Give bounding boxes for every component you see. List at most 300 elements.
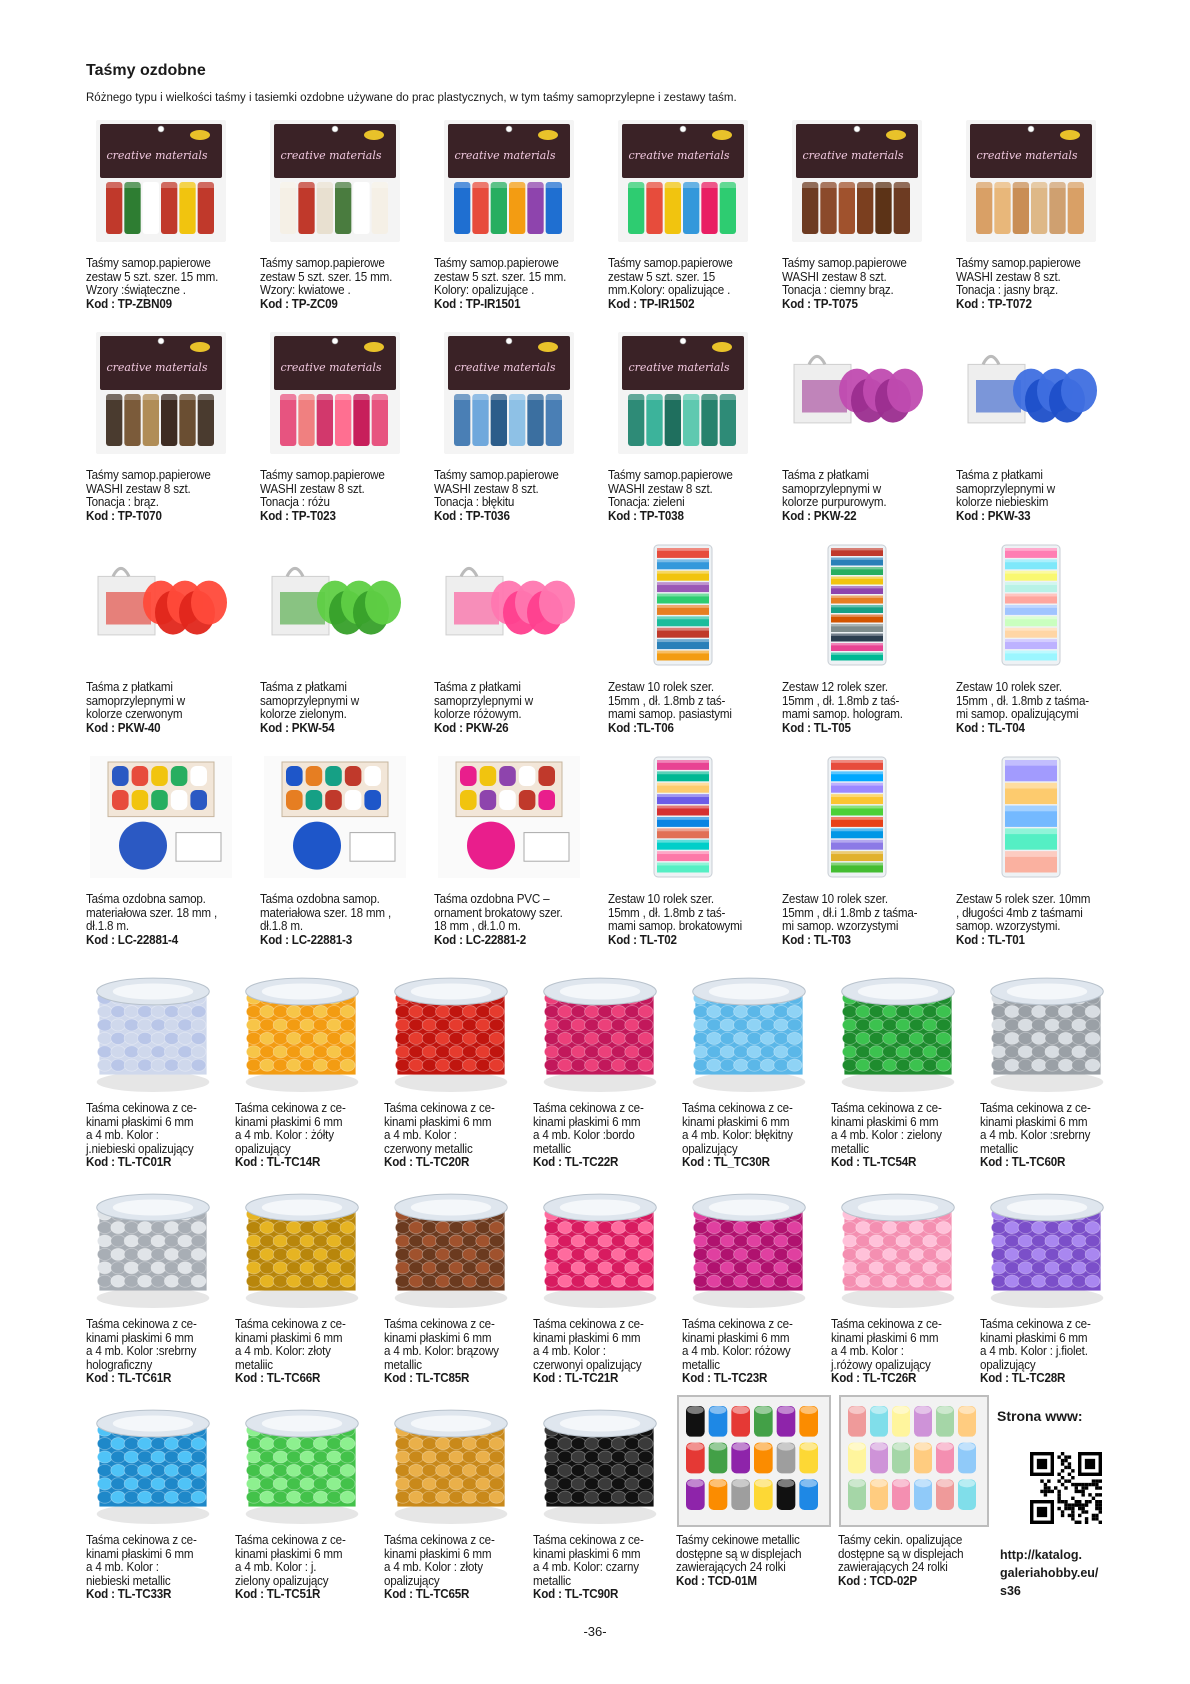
sequin bbox=[449, 1019, 464, 1031]
product-caption bbox=[533, 1102, 644, 1170]
product-description-line: Taśma ozdobna PVC – bbox=[434, 892, 550, 906]
product-description-line: Taśma cekinowa z ce- bbox=[682, 1317, 793, 1331]
sequin bbox=[936, 1019, 951, 1031]
sequin bbox=[191, 1046, 206, 1058]
sequin bbox=[273, 1451, 288, 1463]
sequin bbox=[313, 1464, 328, 1476]
packaging-label: creative materials bbox=[454, 149, 556, 162]
sequin bbox=[883, 1262, 898, 1274]
sequin bbox=[585, 1019, 600, 1031]
product-description-line: 15mm , dł. 1.8mb z taśma- bbox=[956, 693, 1089, 708]
sequin bbox=[787, 1235, 802, 1247]
product-code: Kod : TP-ZBN09 bbox=[86, 296, 172, 311]
sequin bbox=[856, 1046, 871, 1058]
sequin bbox=[585, 1464, 600, 1476]
tape-roll bbox=[820, 182, 836, 234]
sequin bbox=[571, 1275, 586, 1287]
sequin bbox=[787, 1248, 802, 1260]
sequin bbox=[638, 1491, 653, 1503]
sequin bbox=[1005, 1006, 1020, 1018]
sequin bbox=[111, 1451, 126, 1463]
sequin bbox=[896, 1222, 911, 1234]
petal bbox=[191, 581, 227, 625]
sequin bbox=[720, 1046, 735, 1058]
product-image bbox=[533, 1394, 667, 1528]
sequin bbox=[991, 1032, 1006, 1044]
sequin bbox=[246, 1262, 261, 1274]
sequin bbox=[449, 1032, 464, 1044]
sequin bbox=[436, 1006, 451, 1018]
product-caption bbox=[980, 1318, 1091, 1386]
product-description-line: Taśmy samop.papierowe bbox=[260, 468, 385, 482]
sequin bbox=[598, 1235, 613, 1247]
sequin bbox=[909, 1019, 924, 1031]
sequin bbox=[476, 1006, 491, 1018]
sequin bbox=[111, 1019, 126, 1031]
sequin bbox=[422, 1464, 437, 1476]
product-caption bbox=[533, 1318, 644, 1386]
ornament-shape bbox=[293, 822, 341, 870]
sequin bbox=[760, 1222, 775, 1234]
product-caption bbox=[384, 1102, 495, 1170]
sequin bbox=[422, 1059, 437, 1071]
product-code: Kod : TL-TC65R bbox=[384, 1587, 470, 1601]
sequin bbox=[720, 1222, 735, 1234]
product-code: Kod : TP-T072 bbox=[956, 296, 1032, 311]
sequin bbox=[693, 1046, 708, 1058]
sequin bbox=[991, 1046, 1006, 1058]
sequin bbox=[571, 1032, 586, 1044]
sequin bbox=[760, 1046, 775, 1058]
sequin bbox=[1018, 1046, 1033, 1058]
product-description-line: Taśma cekinowa z ce- bbox=[980, 1317, 1091, 1331]
sequin bbox=[598, 1032, 613, 1044]
sequin bbox=[774, 1275, 789, 1287]
product-code: Kod : TP-T038 bbox=[608, 508, 684, 523]
sequin bbox=[611, 1046, 626, 1058]
sequin bbox=[313, 1248, 328, 1260]
sequin bbox=[340, 1438, 355, 1450]
sequin bbox=[611, 1248, 626, 1260]
product-image bbox=[533, 1178, 667, 1312]
sequin bbox=[869, 1275, 884, 1287]
sequin bbox=[1072, 1019, 1087, 1031]
product-description-line: dostępne są w displejach bbox=[676, 1546, 802, 1561]
sequin bbox=[558, 1032, 573, 1044]
product-code: Kod : PKW-26 bbox=[434, 720, 509, 735]
product-caption bbox=[831, 1318, 942, 1386]
product-code: Kod : TP-IR1501 bbox=[434, 296, 521, 311]
sequin bbox=[856, 1222, 871, 1234]
qr-code-icon[interactable] bbox=[1030, 1452, 1102, 1524]
sequin bbox=[544, 1262, 559, 1274]
product-description-line: Taśmy samop.papierowe bbox=[782, 256, 907, 270]
sequin bbox=[327, 1275, 342, 1287]
product-code: Kod : LC-22881-4 bbox=[86, 932, 178, 947]
sequin bbox=[300, 1478, 315, 1490]
sequin bbox=[787, 1046, 802, 1058]
product-description-line: Wzory :świąteczne . bbox=[86, 283, 186, 297]
sequin bbox=[97, 1046, 112, 1058]
sequin bbox=[760, 1262, 775, 1274]
sequin bbox=[327, 1222, 342, 1234]
sequin bbox=[111, 1059, 126, 1071]
sequin bbox=[991, 1006, 1006, 1018]
product-caption bbox=[434, 257, 566, 311]
sequin bbox=[1005, 1222, 1020, 1234]
sequin bbox=[124, 1478, 139, 1490]
product-description-line: zawierających 24 rolki bbox=[676, 1560, 786, 1574]
product-description-line: kinami płaskimi 6 mm bbox=[980, 1114, 1088, 1129]
sequin bbox=[489, 1478, 504, 1490]
tape-roll bbox=[519, 766, 536, 786]
sequin bbox=[611, 1235, 626, 1247]
sequin bbox=[449, 1451, 464, 1463]
packaging-label: creative materials bbox=[628, 149, 730, 162]
sequin bbox=[1032, 1235, 1047, 1247]
sequin bbox=[313, 1059, 328, 1071]
sequin bbox=[1085, 1019, 1100, 1031]
product-description-line: opalizujący bbox=[384, 1573, 440, 1588]
sequin bbox=[1072, 1235, 1087, 1247]
sequin bbox=[287, 1478, 302, 1490]
sequin bbox=[313, 1262, 328, 1274]
sequin bbox=[111, 1262, 126, 1274]
product-code: Kod : TL-TC26R bbox=[831, 1371, 917, 1385]
sequin bbox=[395, 1451, 410, 1463]
sequin bbox=[598, 1275, 613, 1287]
sequin bbox=[558, 1046, 573, 1058]
sequin bbox=[409, 1262, 424, 1274]
sequin bbox=[774, 1222, 789, 1234]
product-description-line: Zestaw 10 rolek szer. bbox=[956, 680, 1062, 694]
sequin bbox=[436, 1262, 451, 1274]
sequin bbox=[178, 1275, 193, 1287]
sequin bbox=[124, 1059, 139, 1071]
sequin bbox=[598, 1438, 613, 1450]
tape-roll bbox=[286, 766, 303, 786]
sequin bbox=[1058, 1046, 1073, 1058]
sequin bbox=[707, 1006, 722, 1018]
sequin bbox=[111, 1464, 126, 1476]
sequin bbox=[1032, 1248, 1047, 1260]
sequin bbox=[327, 1046, 342, 1058]
product-caption bbox=[956, 681, 1089, 735]
sequin bbox=[707, 1262, 722, 1274]
sequin bbox=[260, 1059, 275, 1071]
sequin bbox=[611, 1006, 626, 1018]
sequin bbox=[1058, 1248, 1073, 1260]
product-description-line: WASHI zestaw 8 szt. bbox=[782, 269, 887, 284]
product-code: Kod : TP-T036 bbox=[434, 508, 510, 523]
packaging-label: creative materials bbox=[106, 361, 208, 374]
sequin bbox=[734, 1235, 749, 1247]
product-description-line: kinami płaskimi 6 mm bbox=[384, 1330, 492, 1345]
sequin bbox=[436, 1235, 451, 1247]
sequin bbox=[327, 1478, 342, 1490]
product-image bbox=[831, 962, 965, 1096]
sequin bbox=[395, 1478, 410, 1490]
product-caption bbox=[260, 257, 392, 311]
tape-roll bbox=[190, 790, 207, 810]
sequin bbox=[300, 1275, 315, 1287]
sequin bbox=[693, 1059, 708, 1071]
sequin bbox=[124, 1006, 139, 1018]
sequin bbox=[909, 1222, 924, 1234]
product-caption bbox=[86, 257, 218, 311]
ornament-shape bbox=[119, 822, 167, 870]
product-description-line: kinami płaskimi 6 mm bbox=[831, 1330, 939, 1345]
tape-roll bbox=[364, 766, 381, 786]
sequin bbox=[97, 1248, 112, 1260]
sequin bbox=[327, 1464, 342, 1476]
product-code: Kod : TL-T03 bbox=[782, 932, 851, 947]
website-link[interactable] bbox=[1000, 1546, 1098, 1600]
product-image bbox=[956, 540, 1106, 670]
sequin bbox=[923, 1032, 938, 1044]
sequin bbox=[909, 1262, 924, 1274]
sequin bbox=[462, 1478, 477, 1490]
sequin bbox=[449, 1464, 464, 1476]
product-description-line: Taśmy samop.papierowe bbox=[608, 468, 733, 482]
sequin bbox=[1085, 1032, 1100, 1044]
product-code: Kod : TL-TC54R bbox=[831, 1155, 917, 1169]
product-description-line: Taśma cekinowa z ce- bbox=[533, 1101, 644, 1115]
sequin bbox=[1018, 1248, 1033, 1260]
sequin bbox=[409, 1222, 424, 1234]
product-description-line: mm.Kolory: opalizujące . bbox=[608, 283, 731, 297]
sequin bbox=[1085, 1059, 1100, 1071]
sequin bbox=[707, 1222, 722, 1234]
tape-roll bbox=[345, 790, 362, 810]
sequin bbox=[164, 1451, 179, 1463]
tape-roll bbox=[372, 182, 388, 234]
sequin bbox=[436, 1478, 451, 1490]
sequin bbox=[896, 1248, 911, 1260]
sequin bbox=[869, 1019, 884, 1031]
sequin bbox=[300, 1451, 315, 1463]
product-description-line: a 4 mb. Kolor :srebrny bbox=[980, 1128, 1091, 1142]
sequin bbox=[436, 1059, 451, 1071]
product-caption bbox=[86, 1102, 197, 1170]
sequin bbox=[327, 1262, 342, 1274]
product-image bbox=[956, 328, 1106, 458]
sequin bbox=[395, 1046, 410, 1058]
product-description-line: samoprzylepnymi w bbox=[434, 693, 533, 708]
sequin bbox=[693, 1006, 708, 1018]
sequin bbox=[787, 1032, 802, 1044]
sequin bbox=[178, 1438, 193, 1450]
tape-roll bbox=[454, 182, 470, 234]
product-caption bbox=[260, 893, 391, 947]
sequin bbox=[1045, 1275, 1060, 1287]
sequin bbox=[164, 1222, 179, 1234]
sequin bbox=[638, 1248, 653, 1260]
sequin bbox=[625, 1262, 640, 1274]
sequin bbox=[923, 1235, 938, 1247]
product-description-line: kinami płaskimi 6 mm bbox=[86, 1330, 194, 1345]
product-image bbox=[782, 328, 932, 458]
sequin bbox=[422, 1438, 437, 1450]
packaging-label: creative materials bbox=[280, 361, 382, 374]
sequin bbox=[638, 1235, 653, 1247]
product-description-line: Taśma cekinowa z ce- bbox=[384, 1533, 495, 1547]
sequin bbox=[313, 1006, 328, 1018]
sequin bbox=[923, 1275, 938, 1287]
product-code: Kod : TL-T05 bbox=[782, 720, 851, 735]
product-description-line: Taśma ozdobna samop. bbox=[86, 892, 206, 906]
tape-roll bbox=[286, 790, 303, 810]
sequin bbox=[124, 1248, 139, 1260]
sequin bbox=[585, 1478, 600, 1490]
sequin bbox=[300, 1235, 315, 1247]
sequin bbox=[97, 1438, 112, 1450]
sequin bbox=[327, 1019, 342, 1031]
sequin bbox=[1018, 1235, 1033, 1247]
sequin bbox=[747, 1275, 762, 1287]
sequin bbox=[1058, 1235, 1073, 1247]
sequin bbox=[856, 1059, 871, 1071]
sequin bbox=[260, 1262, 275, 1274]
product-image bbox=[86, 116, 236, 246]
sequin bbox=[287, 1059, 302, 1071]
product-caption bbox=[682, 1318, 793, 1386]
tape-roll bbox=[491, 394, 507, 446]
sequin bbox=[1005, 1059, 1020, 1071]
sequin bbox=[1058, 1019, 1073, 1031]
product-description-line: Taśma z płatkami bbox=[782, 468, 869, 482]
product-description-line: Taśma cekinowa z ce- bbox=[831, 1101, 942, 1115]
sequin bbox=[638, 1032, 653, 1044]
tape-roll bbox=[839, 182, 855, 234]
sequin bbox=[842, 1032, 857, 1044]
sequin bbox=[124, 1235, 139, 1247]
sequin bbox=[260, 1464, 275, 1476]
sequin bbox=[422, 1275, 437, 1287]
sequin bbox=[191, 1464, 206, 1476]
product-image bbox=[980, 962, 1114, 1096]
sequin bbox=[869, 1235, 884, 1247]
product-caption bbox=[782, 469, 886, 523]
sequin bbox=[340, 1032, 355, 1044]
sequin bbox=[273, 1059, 288, 1071]
product-code: Kod : TL-TC60R bbox=[980, 1155, 1066, 1169]
sequin bbox=[489, 1046, 504, 1058]
product-description-line: holograficzny bbox=[86, 1357, 153, 1372]
sequin bbox=[869, 1262, 884, 1274]
product-caption bbox=[956, 469, 1055, 523]
sequin bbox=[409, 1248, 424, 1260]
product-caption bbox=[86, 1318, 197, 1386]
product-image bbox=[260, 540, 410, 670]
product-caption bbox=[86, 681, 185, 735]
product-description-line: a 4 mb. Kolor: czarny bbox=[533, 1560, 639, 1574]
sequin bbox=[246, 1222, 261, 1234]
sequin bbox=[720, 1275, 735, 1287]
sequin bbox=[436, 1451, 451, 1463]
sequin bbox=[638, 1478, 653, 1490]
sequin bbox=[476, 1464, 491, 1476]
tape-roll bbox=[538, 790, 555, 810]
sequin bbox=[164, 1491, 179, 1503]
product-description-line: kinami płaskimi 6 mm bbox=[533, 1114, 641, 1129]
product-description-line: WASHI zestaw 8 szt. bbox=[86, 481, 191, 496]
product-description-line: kolorze niebieskim bbox=[956, 495, 1049, 509]
sequin bbox=[489, 1491, 504, 1503]
sequin bbox=[178, 1032, 193, 1044]
sequin bbox=[124, 1222, 139, 1234]
sequin bbox=[97, 1235, 112, 1247]
sequin bbox=[856, 1006, 871, 1018]
sequin bbox=[151, 1032, 166, 1044]
sequin bbox=[151, 1235, 166, 1247]
sequin bbox=[991, 1275, 1006, 1287]
sequin bbox=[300, 1006, 315, 1018]
sequin bbox=[734, 1032, 749, 1044]
sequin bbox=[409, 1046, 424, 1058]
tape-roll bbox=[683, 394, 699, 446]
sequin bbox=[896, 1032, 911, 1044]
product-description-line: kinami płaskimi 6 mm bbox=[384, 1546, 492, 1561]
sequin bbox=[395, 1438, 410, 1450]
sequin bbox=[720, 1059, 735, 1071]
petal bbox=[539, 581, 575, 625]
tape-roll bbox=[875, 182, 891, 234]
sequin bbox=[300, 1046, 315, 1058]
sequin bbox=[246, 1019, 261, 1031]
sequin bbox=[1005, 1046, 1020, 1058]
sequin bbox=[422, 1006, 437, 1018]
sequin bbox=[760, 1032, 775, 1044]
sequin bbox=[544, 1019, 559, 1031]
sequin bbox=[869, 1222, 884, 1234]
product-description-line: mi samop. opalizującymi bbox=[956, 707, 1079, 721]
product-image bbox=[782, 540, 932, 670]
tape-roll bbox=[519, 790, 536, 810]
sequin bbox=[774, 1019, 789, 1031]
sequin bbox=[422, 1248, 437, 1260]
sequin bbox=[842, 1059, 857, 1071]
sequin bbox=[896, 1059, 911, 1071]
sequin bbox=[1045, 1222, 1060, 1234]
product-code: Kod : PKW-40 bbox=[86, 720, 161, 735]
sequin bbox=[571, 1046, 586, 1058]
tape-roll bbox=[509, 182, 525, 234]
sequin bbox=[138, 1019, 153, 1031]
sequin bbox=[111, 1248, 126, 1260]
sequin bbox=[1072, 1262, 1087, 1274]
sequin bbox=[1045, 1235, 1060, 1247]
sequin bbox=[720, 1235, 735, 1247]
product-code: Kod : PKW-33 bbox=[956, 508, 1031, 523]
sequin bbox=[625, 1019, 640, 1031]
product-description-line: ornament brokatowy szer. bbox=[434, 905, 563, 920]
product-code: Kod : TL-TC85R bbox=[384, 1371, 470, 1385]
sequin bbox=[273, 1046, 288, 1058]
sequin bbox=[1032, 1006, 1047, 1018]
sequin bbox=[395, 1464, 410, 1476]
sequin bbox=[164, 1262, 179, 1274]
tape-roll bbox=[190, 766, 207, 786]
product-code: Kod : TL-TC90R bbox=[533, 1587, 619, 1601]
sequin bbox=[273, 1248, 288, 1260]
sequin bbox=[462, 1438, 477, 1450]
product-description-line: metallic bbox=[384, 1357, 422, 1372]
sequin bbox=[707, 1059, 722, 1071]
sequin bbox=[909, 1032, 924, 1044]
product-description-line: opalizujący bbox=[682, 1141, 738, 1156]
product-code: Kod : PKW-22 bbox=[782, 508, 857, 523]
